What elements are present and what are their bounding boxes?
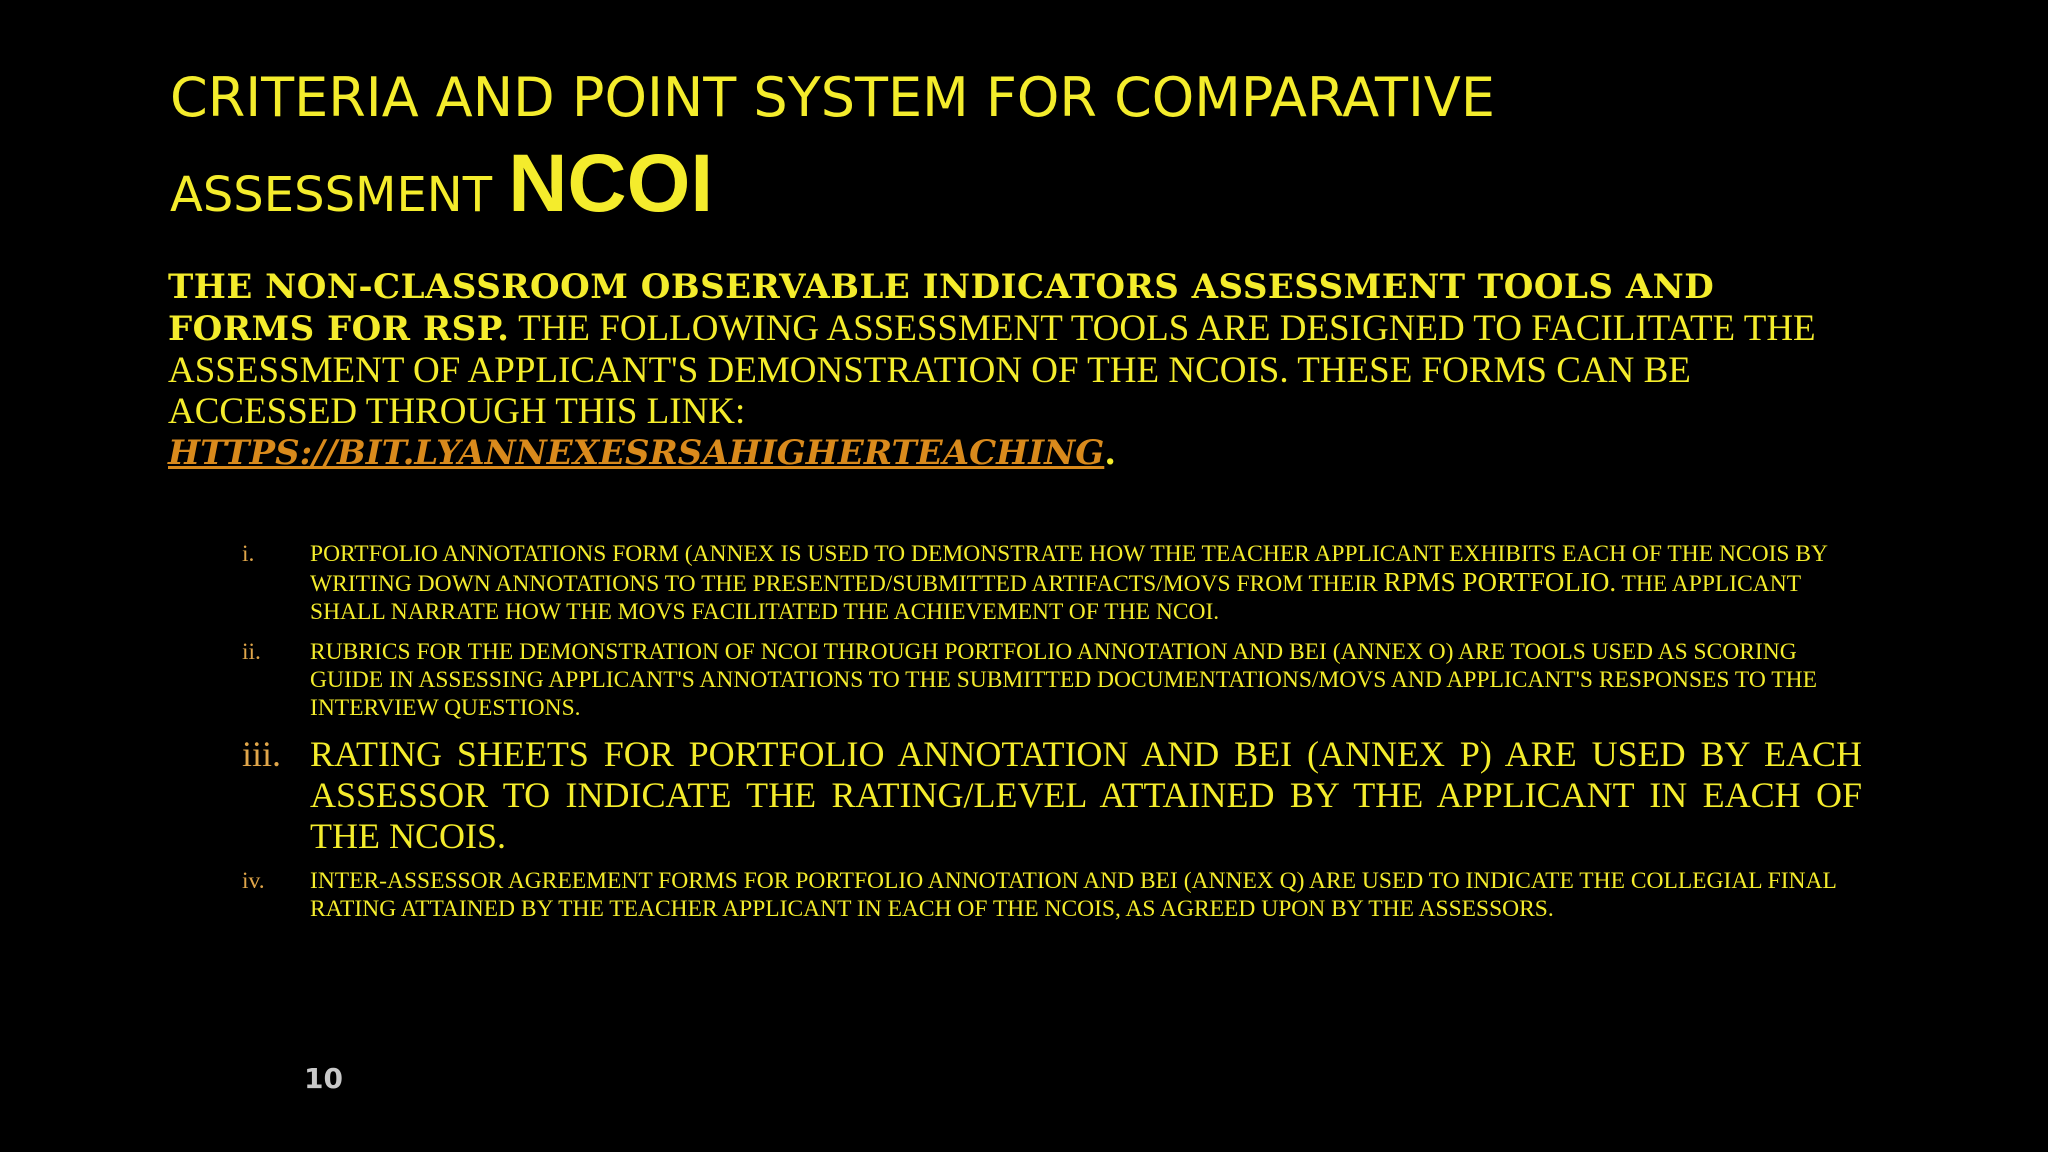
list-item-text-after: THE APPLICANT SHALL NARRATE HOW THE MOVS FACILITATED THE ACHIEVEMENT OF THE NCOI.	[310, 571, 1801, 625]
title-line-2	[170, 138, 1870, 246]
list-marker: iv.	[242, 868, 265, 894]
list-marker: ii.	[242, 639, 261, 665]
title-assessment: ASSESSMENT	[170, 167, 493, 223]
annex-link[interactable]: HTTPS://BIT.LYANNEXESRSAHIGHERTEACHING	[168, 433, 1105, 473]
list-item	[242, 540, 1862, 626]
page-number: 10	[304, 1062, 343, 1095]
list-item	[242, 734, 1862, 857]
list-item-text: RATING SHEETS FOR PORTFOLIO ANNOTATION AND BEI (ANNEX P) ARE USED BY EACH ASSESSOR TO INDICATE THE RATING/LEVEL ATTAINED BY THE APPLICANT IN EACH OF THE NCOIS.	[310, 734, 1862, 856]
list-item-emphasis: RPMS PORTFOLIO.	[1383, 567, 1617, 597]
list-marker: i.	[242, 541, 255, 567]
intro-bold-heading: THE NON-CLASSROOM OBSERVABLE INDICATORS ASSESSMENT TOOLS AND FORMS FOR RSP.	[168, 267, 1715, 349]
assessment-tools-list	[242, 540, 1862, 935]
title-ncoi: NCOI	[508, 138, 714, 229]
title-line-1: CRITERIA AND POINT SYSTEM FOR COMPARATIVE	[170, 66, 1495, 129]
intro-paragraph	[168, 266, 1868, 474]
list-item-text: PORTFOLIO ANNOTATIONS FORM (ANNEX IS USED TO DEMONSTRATE HOW THE TEACHER APPLICANT EXHIBITS EACH OF THE NCOIS BY WRITING DOWN ANNOTATIONS TO THE PRESENTED/SUBMITTED ARTIFACTS/MOVS FROM THEIR	[310, 541, 1828, 597]
list-item	[242, 867, 1862, 923]
list-item-text: RUBRICS FOR THE DEMONSTRATION OF NCOI THROUGH PORTFOLIO ANNOTATION AND BEI (ANNEX O) ARE TOOLS USED AS SCORING GUIDE IN ASSESSING APPLICANT'S ANNOTATIONS TO THE SUBMITTED DOCUMENTATIONS/MOVS AND APPLICANT'S RESPONSES TO THE INTERVIEW QUESTIONS.	[310, 639, 1817, 721]
intro-body-text: THE FOLLOWING ASSESSMENT TOOLS ARE DESIGNED TO FACILITATE THE ASSESSMENT OF APPLICANT'S DEMONSTRATION OF THE NCOIS. THESE FORMS CAN BE ACCESSED THROUGH THIS LINK:	[168, 308, 1816, 432]
link-period: .	[1104, 433, 1117, 473]
slide-title	[170, 58, 1870, 246]
list-item-text: INTER-ASSESSOR AGREEMENT FORMS FOR PORTFOLIO ANNOTATION AND BEI (ANNEX Q) ARE USED TO INDICATE THE COLLEGIAL FINAL RATING ATTAINED BY THE TEACHER APPLICANT IN EACH OF THE NCOIS, AS AGREED UPON BY THE ASSESSORS.	[310, 868, 1836, 922]
list-item	[242, 638, 1862, 722]
list-marker: iii.	[242, 734, 282, 774]
